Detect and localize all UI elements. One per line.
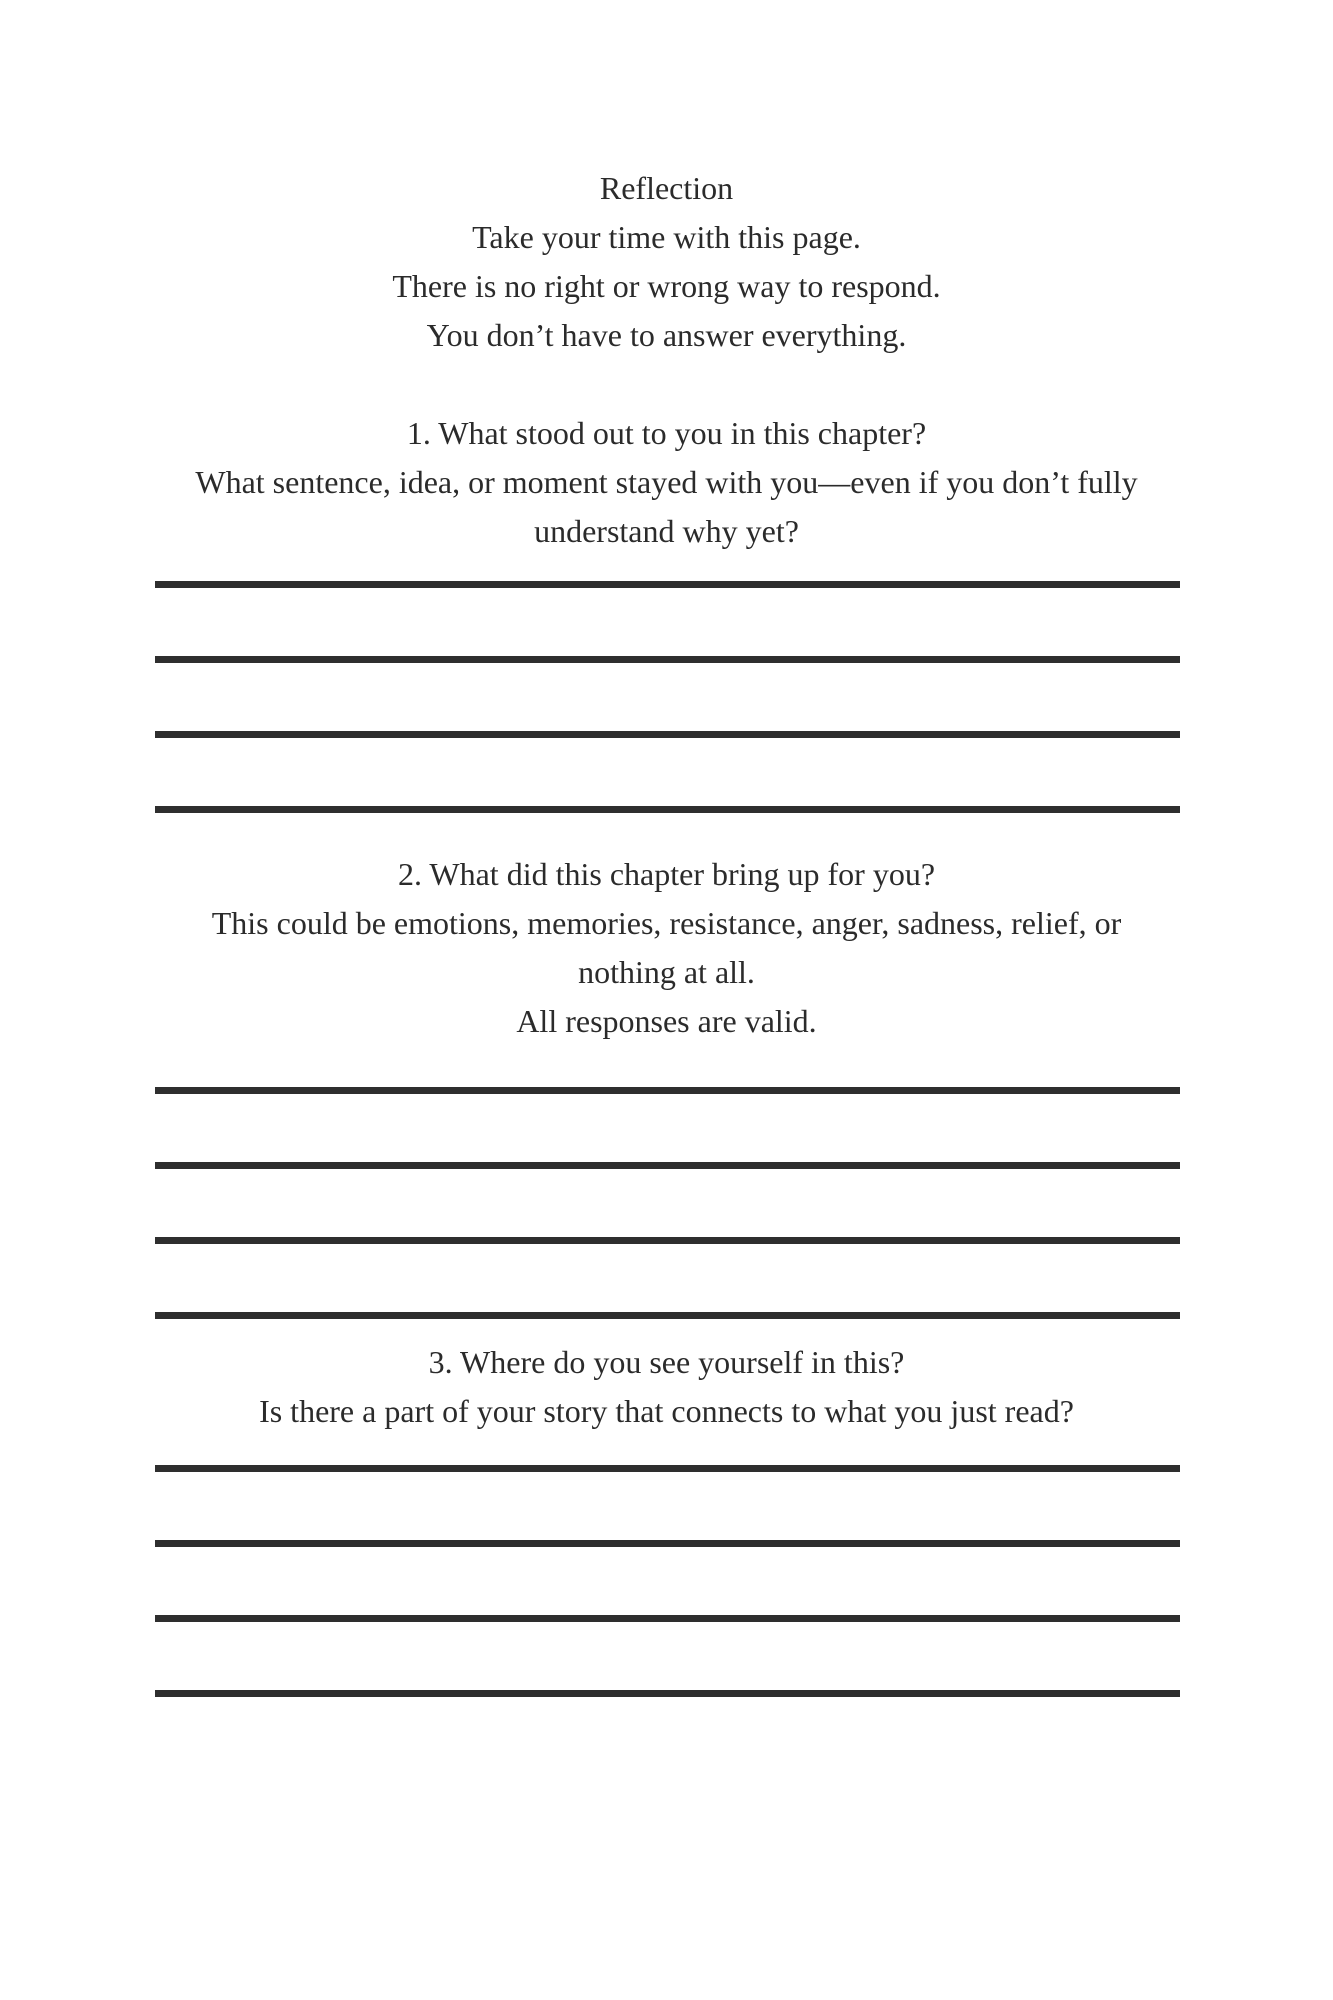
answer-line[interactable] [155,1465,1180,1472]
answer-line[interactable] [155,1690,1180,1697]
question-1-heading: 1. What stood out to you in this chapter? [406,415,927,451]
question-2-prompt: All responses are valid. [516,1003,817,1039]
answer-line[interactable] [155,1237,1180,1244]
question-1-prompt: understand why yet? [534,513,799,549]
question-1-prompt: What sentence, idea, or moment stayed with you—even if you don’t fully [195,464,1138,500]
question-3-prompt: Is there a part of your story that connects to what you just read? [259,1393,1074,1429]
question-2-prompt: This could be emotions, memories, resistance, anger, sadness, relief, or [211,905,1122,941]
intro-line: There is no right or wrong way to respond. [392,268,941,304]
intro-line: You don’t have to answer everything. [426,317,907,353]
answer-line[interactable] [155,806,1180,813]
answer-line[interactable] [155,656,1180,663]
question-2-prompt: nothing at all. [578,954,755,990]
question-2-heading: 2. What did this chapter bring up for you? [397,856,936,892]
answer-line[interactable] [155,1540,1180,1547]
page-title: Reflection [599,170,734,206]
answer-line[interactable] [155,581,1180,588]
intro-line: Take your time with this page. [472,219,861,255]
answer-line[interactable] [155,1312,1180,1319]
answer-line[interactable] [155,1087,1180,1094]
answer-line[interactable] [155,731,1180,738]
question-3-heading: 3. Where do you see yourself in this? [428,1344,905,1380]
answer-line[interactable] [155,1615,1180,1622]
answer-line[interactable] [155,1162,1180,1169]
